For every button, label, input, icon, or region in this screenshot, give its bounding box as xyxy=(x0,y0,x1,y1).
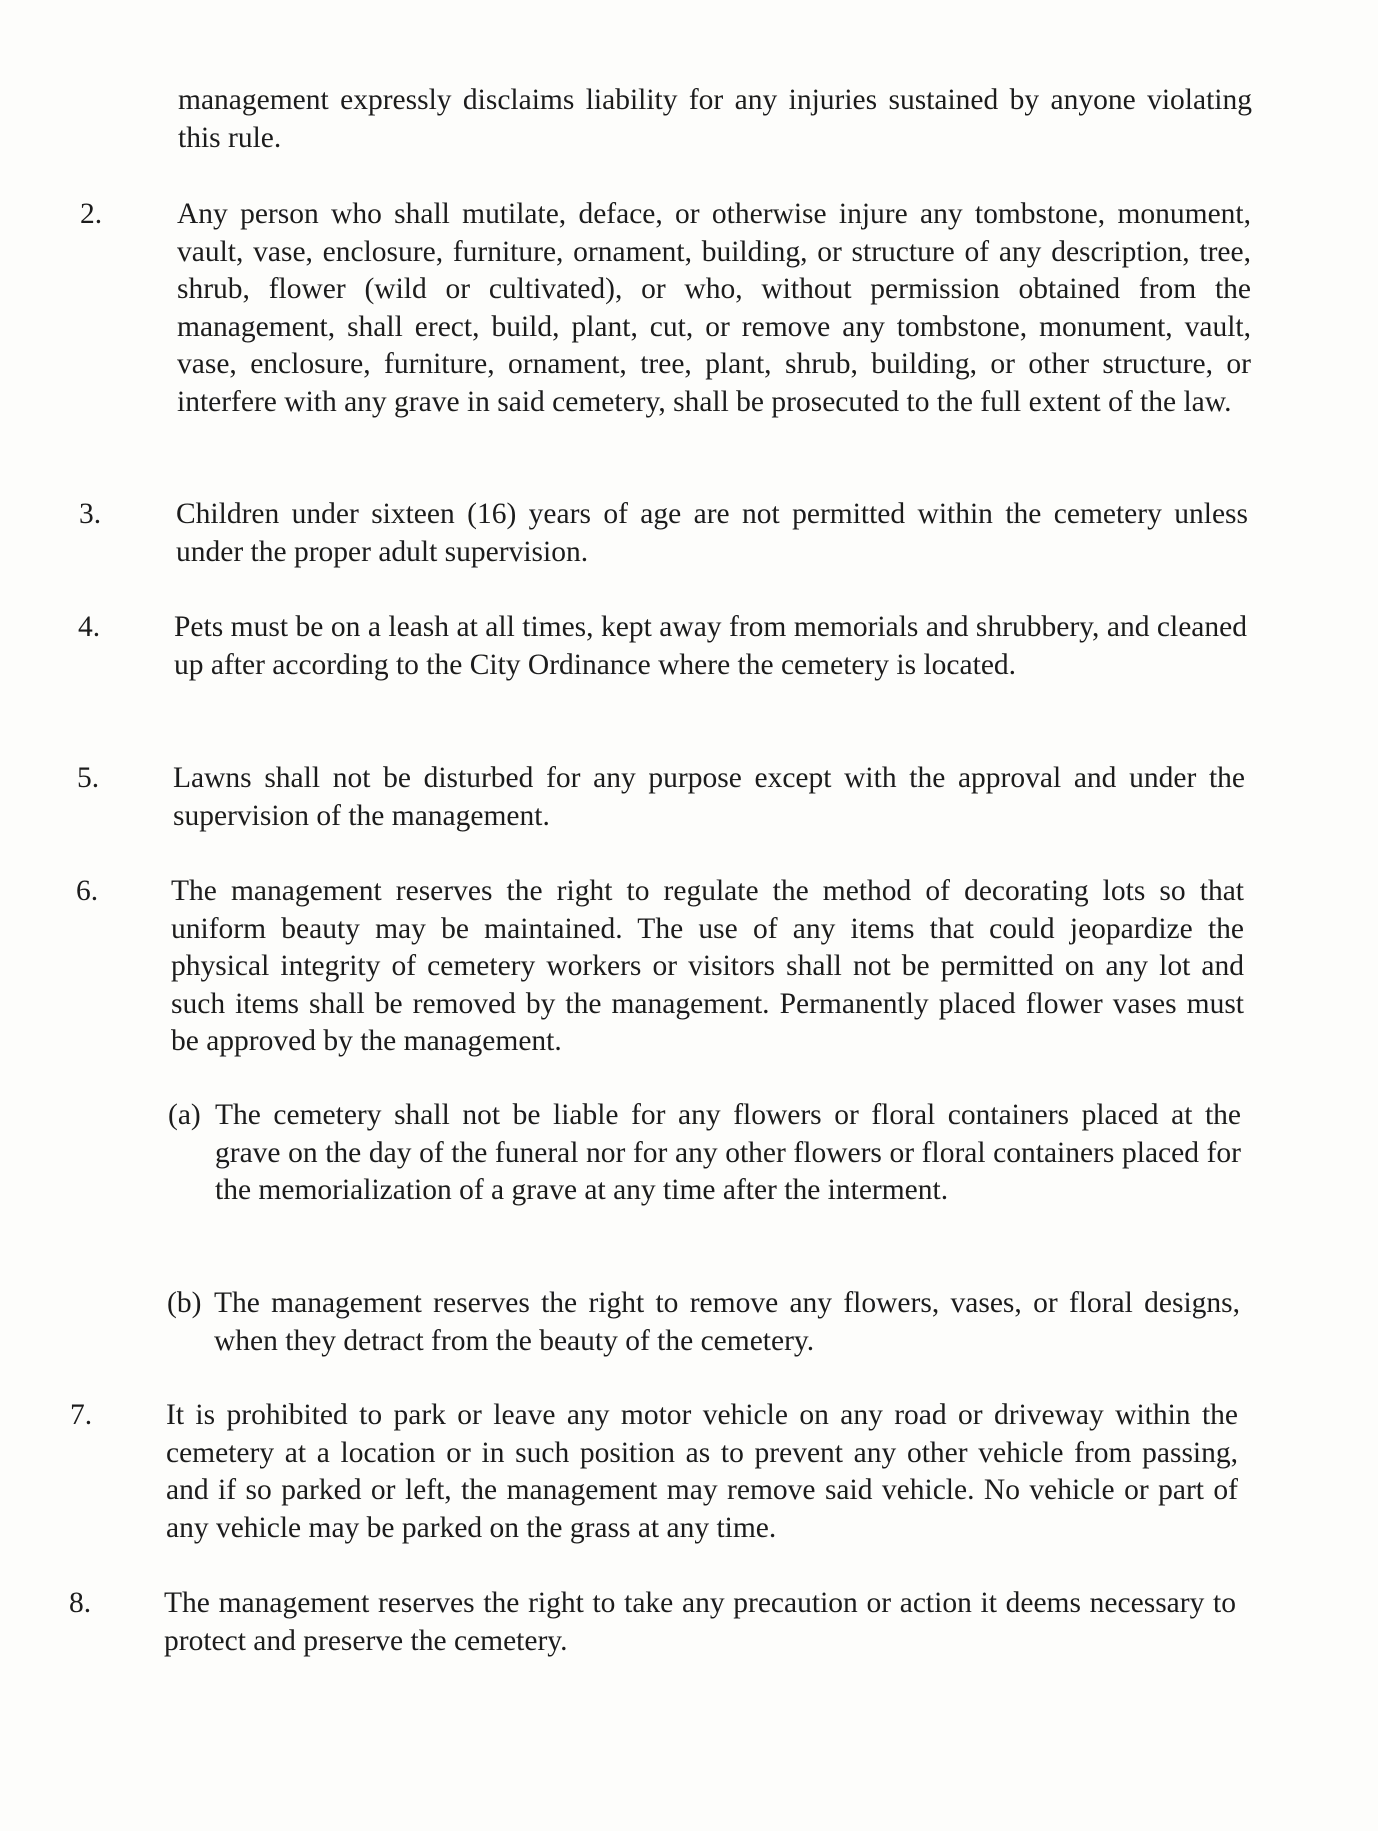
rule-number: 7. xyxy=(70,1399,93,1431)
rule-text: Pets must be on a leash at all times, kept away from memorials and shrubbery, and cleaned up after according to the City Ordinance where the cemetery is located. xyxy=(174,611,1247,681)
rule-text: Lawns shall not be disturbed for any purpose except with the approval and under the supervision of the management. xyxy=(173,762,1245,832)
subitem-text: The management reserves the right to remove any flowers, vases, or floral designs, when they detract from the beauty of the cemetery. xyxy=(214,1287,1240,1357)
rule-1-continuation: management expressly disclaims liability for any injuries sustained by anyone violating this rule. xyxy=(178,84,1252,154)
subitem-label: (b) xyxy=(167,1287,202,1319)
rule-text: The management reserves the right to take any precaution or action it deems necessary to protect and preserve the cemetery. xyxy=(164,1587,1236,1657)
subitem-text: The cemetery shall not be liable for any flowers or floral containers placed at the grave on the day of the funeral nor for any other flowers or floral containers placed for the memorialization of a grave at any time after the interment. xyxy=(215,1099,1241,1206)
subitem-a xyxy=(168,1097,1241,1210)
rule-number: 6. xyxy=(76,875,99,907)
subitem-b xyxy=(167,1285,1240,1360)
rule-number: 3. xyxy=(79,498,102,530)
rule-text: It is prohibited to park or leave any motor vehicle on any road or driveway within the cemetery at a location or in such position as to prevent any other vehicle from passing, and if so parked or left, the management may remove said vehicle. No vehicle or part of any vehicle may be parked on the grass at any time. xyxy=(166,1399,1238,1544)
rule-number: 2. xyxy=(80,198,103,230)
subitem-label: (a) xyxy=(168,1099,201,1131)
rule-number: 5. xyxy=(77,762,100,794)
rule-text: The management reserves the right to regulate the method of decorating lots so that uniform beauty may be maintained. The use of any items that could jeopardize the physical integrity of cemetery workers or visitors shall not be permitted on any lot and such items shall be removed by the management. Permanently placed flower vases must be approved by the management. xyxy=(171,875,1244,1057)
rule-text: Any person who shall mutilate, deface, or otherwise injure any tombstone, monument, vault, vase, enclosure, furniture, ornament, building, or structure of any description, tree, shrub, flower (wild or cultivated), or who, without permission obtained from the management, shall erect, build, plant, cut, or remove any tombstone, monument, vault, vase, enclosure, furniture, ornament, tree, plant, shrub, building, or other structure, or interfere with any grave in said cemetery, shall be prosecuted to the full extent of the law. xyxy=(177,198,1251,418)
rule-number: 4. xyxy=(78,611,101,643)
rule-text: Children under sixteen (16) years of age are not permitted within the cemetery unless under the proper adult supervision. xyxy=(176,498,1248,568)
rule-number: 8. xyxy=(69,1587,92,1619)
